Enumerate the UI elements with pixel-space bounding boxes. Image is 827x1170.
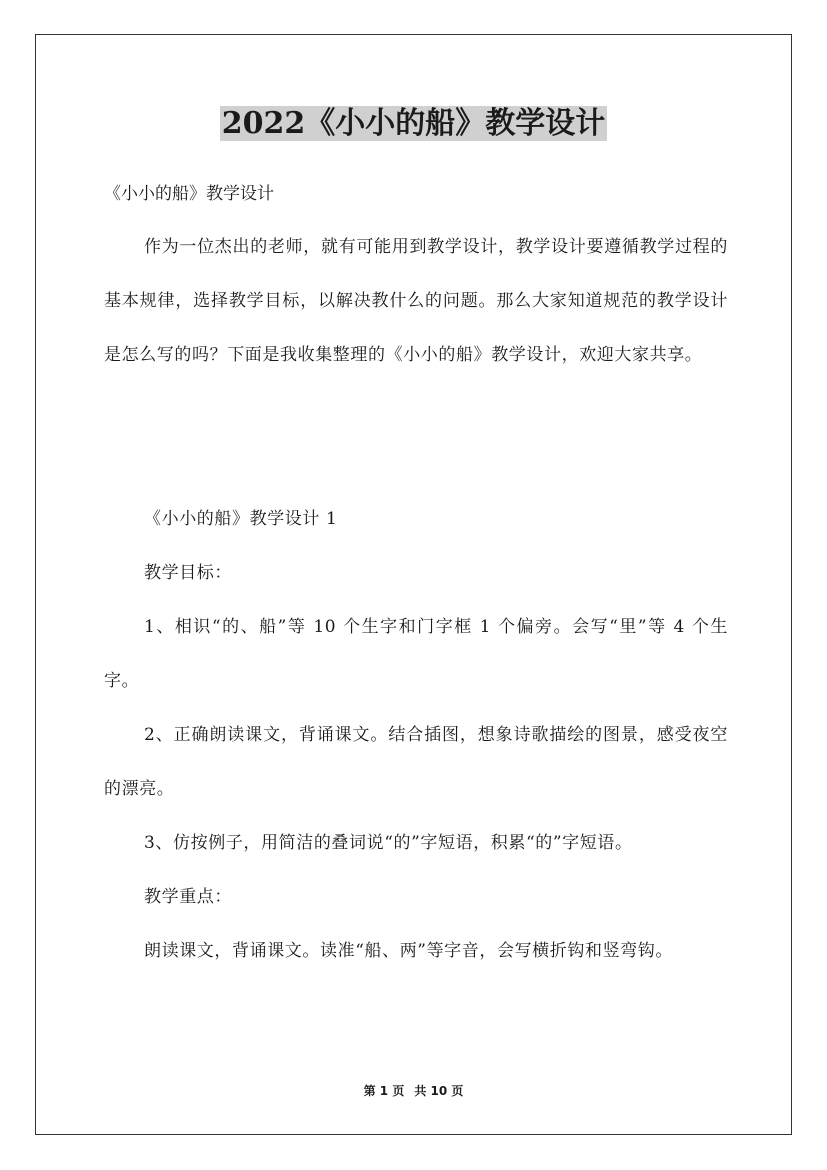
document-title	[0, 104, 827, 144]
goal-2: 2、正确朗读课文，背诵课文。结合插图，想象诗歌描绘的图景，感受夜空的漂亮。	[104, 725, 728, 799]
document-title-text: 2022《小小的船》教学设计	[221, 106, 606, 141]
goal-1: 1、相识“的、船”等 10 个生字和门字框 1 个偏旁。会写“里”等 4 个生字。	[104, 617, 728, 691]
page-total: 共 10 页	[414, 1084, 464, 1098]
page-footer	[0, 1082, 827, 1099]
goal-3: 3、仿按例子，用简洁的叠词说“的”字短语，积累“的”字短语。	[144, 833, 633, 853]
goals-heading: 教学目标：	[144, 563, 232, 583]
intro-paragraph: 作为一位杰出的老师，就有可能用到教学设计，教学设计要遵循教学过程的基本规律，选择教学目标，以解决教什么的问题。那么大家知道规范的教学设计是怎么写的吗？下面是我收集整理的《小小的船》教学设计，欢迎大家共享。	[104, 237, 728, 365]
page-number: 第 1 页	[363, 1084, 405, 1098]
focus-heading: 教学重点：	[144, 887, 232, 907]
focus-1: 朗读课文，背诵课文。读准“船、两”等字音，会写横折钩和竖弯钩。	[144, 941, 673, 961]
subheading: 《小小的船》教学设计	[104, 184, 274, 204]
section-title: 《小小的船》教学设计 1	[144, 509, 338, 529]
